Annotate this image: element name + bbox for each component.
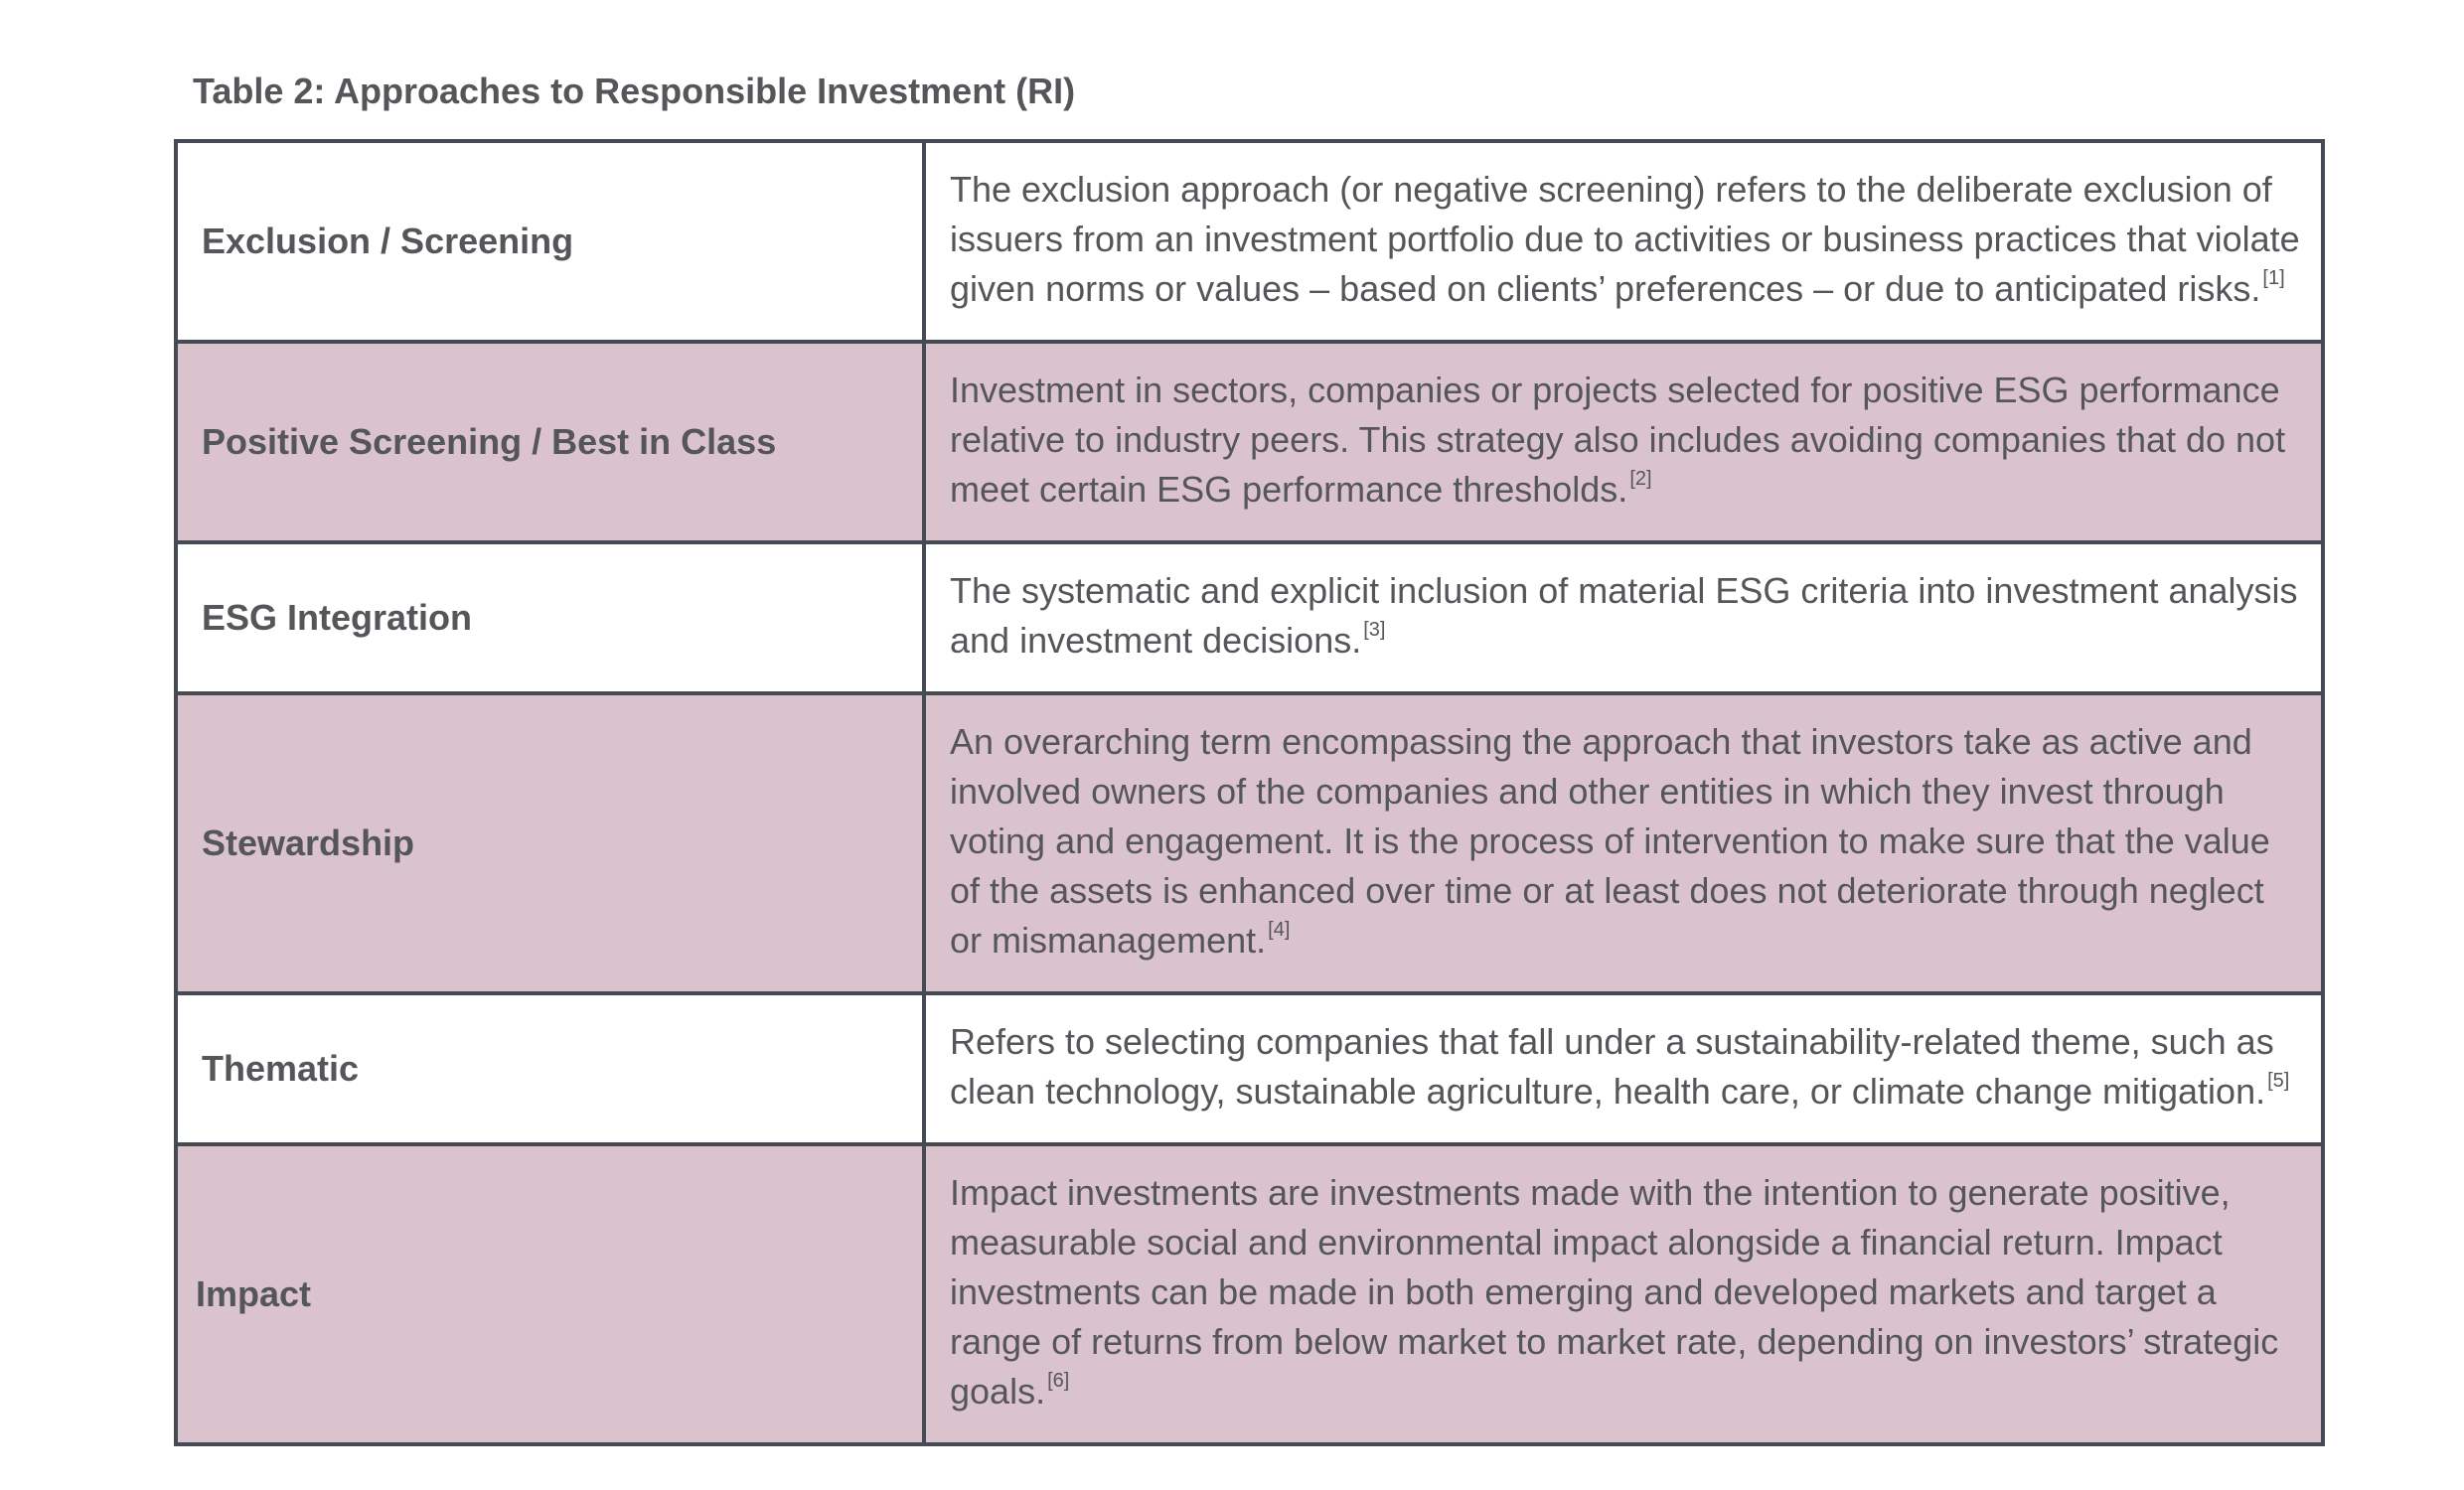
table-row <box>176 542 2323 693</box>
description-text: Investment in sectors, companies or projects selected for positive ESG performance relative to industry peers. This strategy also includes avoiding companies that do not meet certain ESG performance thresholds. <box>950 370 2286 510</box>
description-text: Refers to selecting companies that fall under a sustainability-related theme, such as clean technology, sustainable agriculture, health care, or climate change mitigation. <box>950 1021 2274 1112</box>
footnote-ref[interactable]: [3] <box>1363 619 1386 641</box>
table-row <box>176 693 2323 993</box>
description-text: An overarching term encompassing the approach that investors take as active and involved owners of the companies and other entities in which they invest through voting and engagement. It is the process of intervention to make sure that the value of the assets is enhanced over time or at least does not deteriorate through neglect or mismanagement. <box>950 721 2270 961</box>
description-text: Impact investments are investments made with the intention to generate positive, measurable social and environmental impact alongside a financial return. Impact investments can be made in both emerging and developed markets and target a range of returns from below market to market rate, depending on investors’ strategic goals. <box>950 1172 2279 1412</box>
approach-label: Thematic <box>176 993 924 1144</box>
footnote-ref[interactable]: [5] <box>2267 1070 2290 1092</box>
footnote-ref[interactable]: [6] <box>1047 1370 1070 1392</box>
description-text: The systematic and explicit inclusion of material ESG criteria into investment analysis and investment decisions. <box>950 570 2298 661</box>
approach-label: Impact <box>176 1144 924 1444</box>
description-text: The exclusion approach (or negative screening) refers to the deliberate exclusion of issuers from an investment portfolio due to activities or business practices that violate given norms or values – based on clients’ preferences – or due to anticipated risks. <box>950 169 2300 309</box>
footnote-ref[interactable]: [2] <box>1629 468 1652 490</box>
table-row <box>176 993 2323 1144</box>
footnote-ref[interactable]: [4] <box>1268 919 1291 941</box>
approach-label: Positive Screening / Best in Class <box>176 342 924 542</box>
approach-description <box>924 141 2323 342</box>
approach-description <box>924 542 2323 693</box>
approach-label: Stewardship <box>176 693 924 993</box>
approach-description <box>924 1144 2323 1444</box>
approach-description <box>924 342 2323 542</box>
approach-label: Exclusion / Screening <box>176 141 924 342</box>
approach-description <box>924 693 2323 993</box>
table-row <box>176 141 2323 342</box>
table-title: Table 2: Approaches to Responsible Investment (RI) <box>193 71 1076 111</box>
table-row <box>176 1144 2323 1444</box>
ri-approaches-table <box>174 139 2325 1446</box>
footnote-ref[interactable]: [1] <box>2262 267 2285 289</box>
table-row <box>176 342 2323 542</box>
approach-label: ESG Integration <box>176 542 924 693</box>
approach-description <box>924 993 2323 1144</box>
